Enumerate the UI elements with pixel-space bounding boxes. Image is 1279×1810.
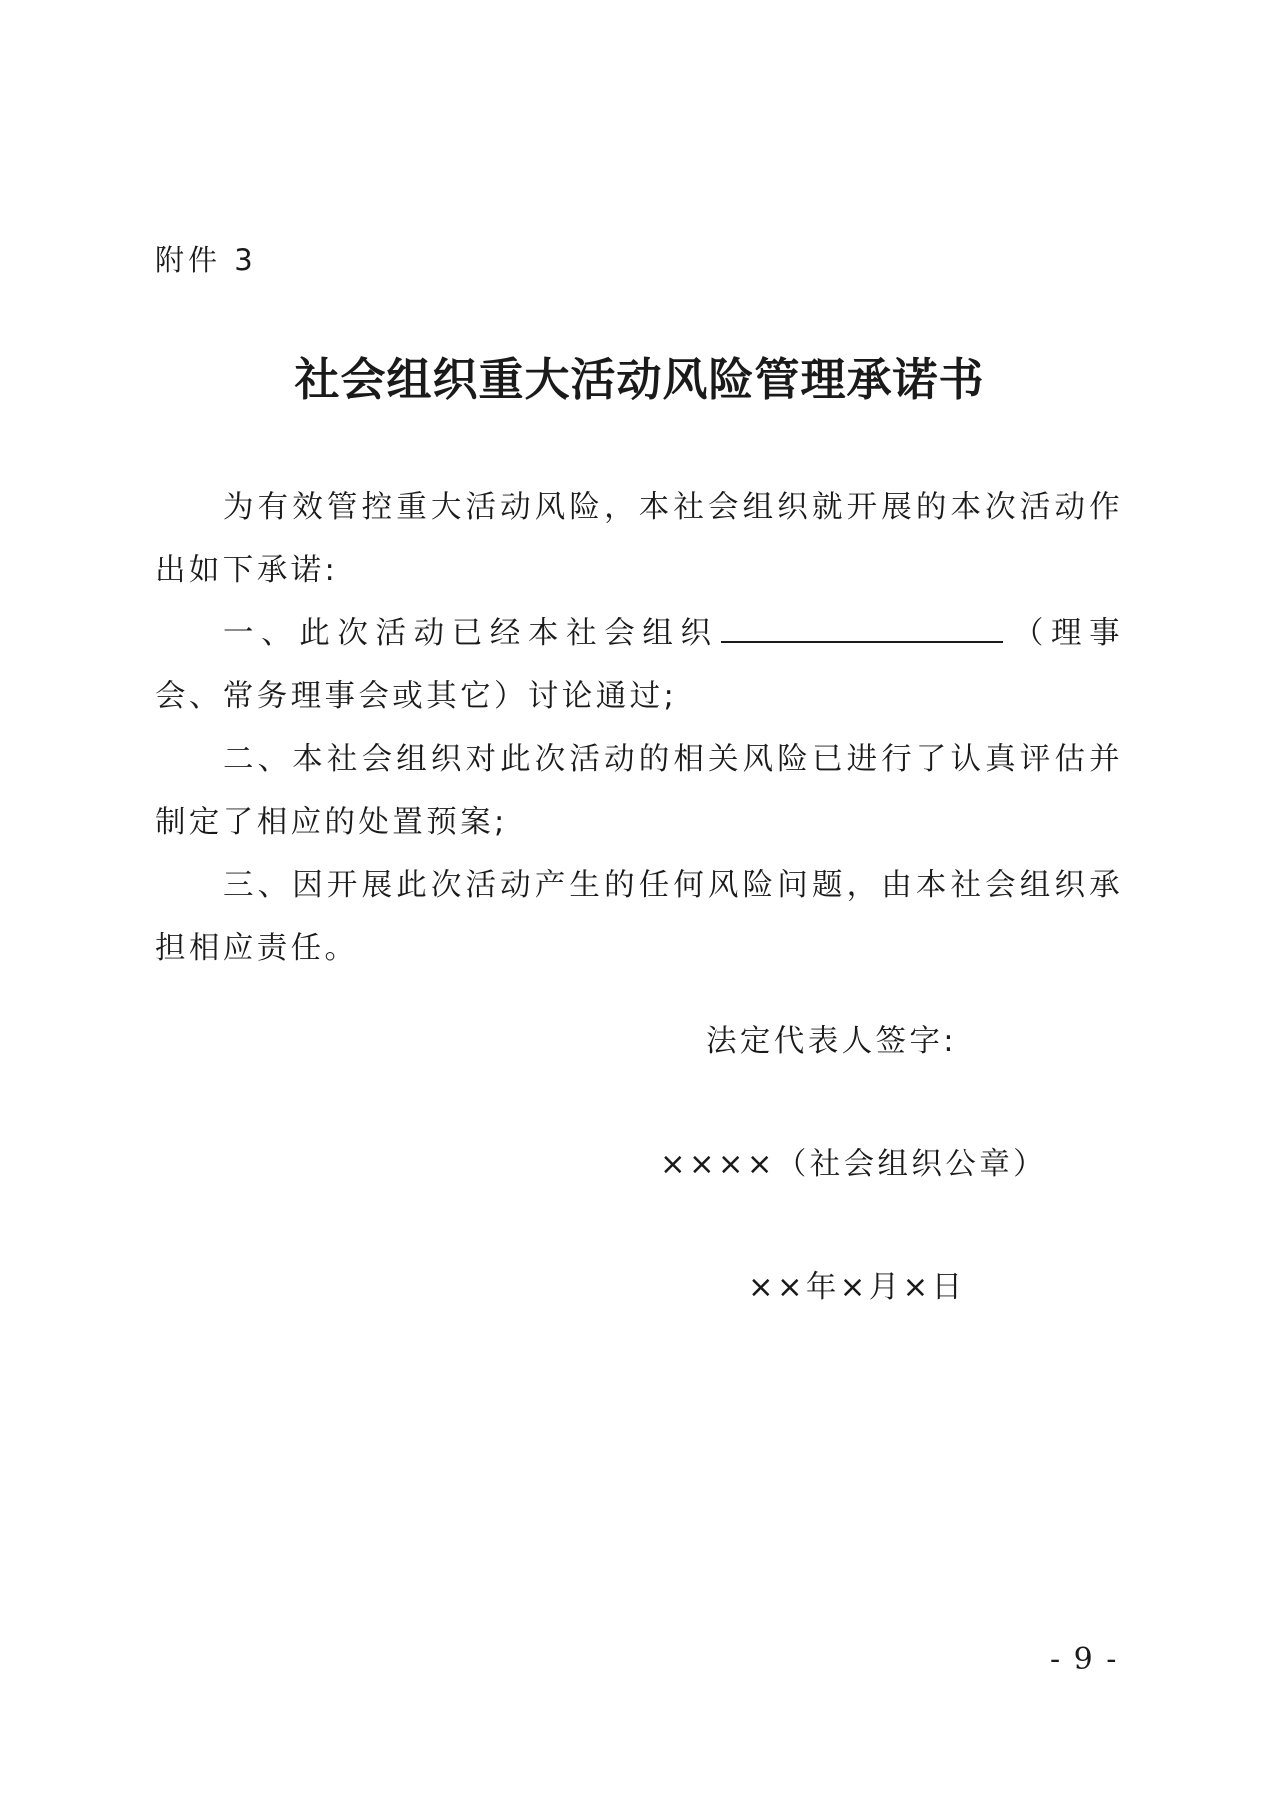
commitment-item-2: 二、本社会组织对此次活动的相关风险已进行了认真评估并制定了相应的处置预案; bbox=[155, 742, 1123, 840]
fill-in-blank bbox=[721, 605, 1003, 643]
date-line: ××年×月×日 bbox=[748, 1270, 966, 1305]
intro-paragraph: 为有效管控重大活动风险，本社会组织就开展的本次活动作出如下承诺: bbox=[155, 490, 1123, 588]
page-number: - 9 - bbox=[1050, 1642, 1119, 1677]
commitment-item-3: 三、因开展此次活动产生的任何风险问题，由本社会组织承担相应责任。 bbox=[155, 868, 1123, 966]
item-1-text-after: （理事会、常务理事会或其它）讨论通过; bbox=[155, 616, 1123, 714]
commitment-item-1 bbox=[155, 602, 1123, 728]
signature-label: 法定代表人签字: bbox=[706, 1024, 957, 1059]
item-1-text-before: 一、此次活动已经本社会组织 bbox=[223, 616, 719, 651]
commitment-body bbox=[155, 476, 1123, 980]
attachment-label: 附件 3 bbox=[155, 243, 257, 277]
seal-line: ××××（社会组织公章） bbox=[660, 1147, 1048, 1182]
document-title: 社会组织重大活动风险管理承诺书 bbox=[294, 353, 985, 406]
